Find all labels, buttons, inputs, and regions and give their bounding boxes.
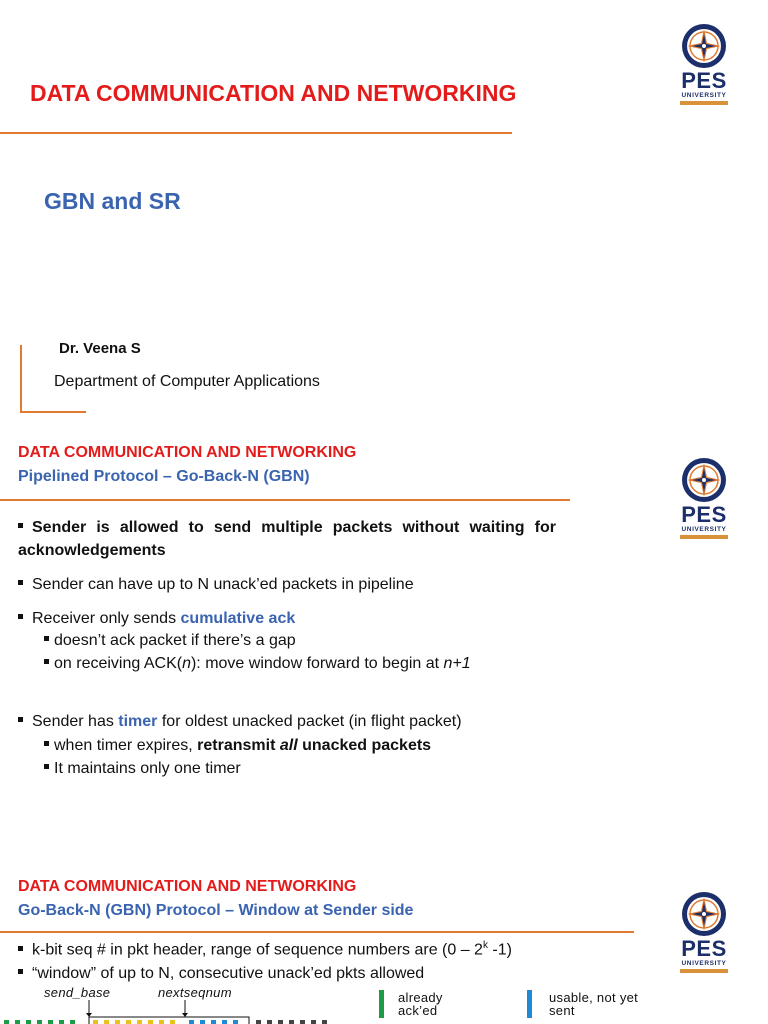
bullet-text: Receiver only sends [32, 610, 181, 627]
bullet-square-icon [18, 523, 23, 528]
bullet-text: -1) [487, 941, 512, 959]
bullet-text: “window” of up to N, consecutive unack’ed pkts allowed [32, 965, 425, 982]
title-slide [0, 0, 768, 425]
pes-logo [673, 890, 735, 973]
bullet-square-icon [44, 659, 49, 664]
bullet-text: Sender is allowed to send multiple packets without waiting for acknowledgements [18, 519, 556, 559]
slide3-header: DATA COMMUNICATION AND NETWORKING [18, 878, 357, 895]
author-bracket-horizontal [20, 411, 86, 413]
ack-n: n [182, 655, 191, 672]
nextseqnum-label: nextseqnum [158, 985, 232, 1000]
bullet-text: ): move window forward to begin at [190, 655, 444, 672]
logo-wordmark: PES [681, 502, 727, 527]
cumulative-ack-term: cumulative ack [180, 610, 296, 627]
bullet-text: when timer expires, [54, 737, 198, 754]
bullet-square-icon [18, 717, 23, 722]
department: Department of Computer Applications [54, 373, 320, 390]
bullet-window [18, 964, 424, 984]
gbn-pipelined-slide [0, 432, 768, 852]
compass-rose-icon [680, 890, 728, 938]
legend-acked-label: already ack’ed [398, 990, 443, 1018]
bullet-square-icon [44, 636, 49, 641]
bullet-text: It maintains only one timer [54, 760, 241, 777]
compass-rose-icon [680, 22, 728, 70]
logo-subtitle: UNIVERSITY [681, 526, 727, 533]
legend-acked-swatch [379, 990, 384, 1018]
acked-slots [4, 1020, 75, 1024]
legend-sent-label: usable, not yet sent [549, 990, 639, 1018]
title-rule [0, 132, 512, 134]
sub-bullet-move-window [44, 654, 471, 674]
logo-wordmark: PES [681, 68, 727, 93]
sub-bullet-gap [44, 631, 296, 651]
logo-subtitle: UNIVERSITY [681, 960, 727, 967]
bullet-seq-range [18, 936, 512, 960]
bullet-timer [18, 712, 462, 732]
slide3-subheader: Go-Back-N (GBN) Protocol – Window at Sender side [18, 902, 414, 919]
logo-wordmark: PES [681, 936, 727, 961]
pes-logo [673, 456, 735, 539]
superscript-k: k [482, 940, 488, 951]
bullet-multiple-packets [18, 516, 556, 562]
unusable-slots [256, 1020, 327, 1024]
bullet-text: on receiving ACK( [54, 655, 183, 672]
bullet-up-to-n [18, 575, 414, 595]
bullet-cumulative-ack [18, 609, 295, 629]
send-base-label: send_base [44, 985, 111, 1000]
sub-bullet-retransmit [44, 736, 431, 756]
pes-logo [673, 22, 735, 105]
legend-sent-swatch [527, 990, 532, 1018]
all-emphasis: all [279, 737, 298, 754]
bullet-text: doesn’t ack packet if there’s a gap [54, 632, 296, 649]
slide1-title: DATA COMMUNICATION AND NETWORKING [30, 80, 517, 106]
sub-bullet-one-timer [44, 759, 241, 779]
bullet-text: k-bit seq # in pkt header, range of sequence numbers are (0 – 2 [32, 941, 483, 959]
author-bracket-vertical [20, 345, 22, 413]
slide2-header: DATA COMMUNICATION AND NETWORKING [18, 444, 357, 461]
logo-bar [680, 101, 728, 105]
logo-bar [680, 535, 728, 539]
slide2-rule [0, 499, 570, 501]
retransmit-text: retransmit [197, 737, 280, 754]
compass-rose-icon [680, 456, 728, 504]
timer-term: timer [118, 713, 158, 730]
unacked-text: unacked packets [297, 737, 432, 754]
bullet-square-icon [18, 946, 23, 951]
bullet-square-icon [44, 741, 49, 746]
sequence-window-diagram [0, 1000, 340, 1024]
slide2-subheader: Pipelined Protocol – Go-Back-N (GBN) [18, 468, 310, 485]
logo-subtitle: UNIVERSITY [681, 92, 727, 99]
slide3-rule [0, 931, 634, 933]
bullet-square-icon [18, 614, 23, 619]
author-name: Dr. Veena S [59, 340, 141, 357]
ack-n-plus-1: n+1 [443, 655, 471, 672]
bullet-text: Sender can have up to N unack’ed packets in pipeline [32, 576, 414, 593]
slide1-subtitle: GBN and SR [44, 188, 181, 214]
bullet-text: for oldest unacked packet (in flight packet) [157, 713, 462, 730]
bullet-square-icon [18, 580, 23, 585]
bullet-square-icon [18, 969, 23, 974]
gbn-window-slide [0, 866, 768, 1024]
usable-slots [189, 1020, 238, 1024]
bullet-square-icon [44, 764, 49, 769]
logo-bar [680, 969, 728, 973]
bullet-text: Sender has [32, 713, 119, 730]
sent-unacked-slots [93, 1020, 175, 1024]
